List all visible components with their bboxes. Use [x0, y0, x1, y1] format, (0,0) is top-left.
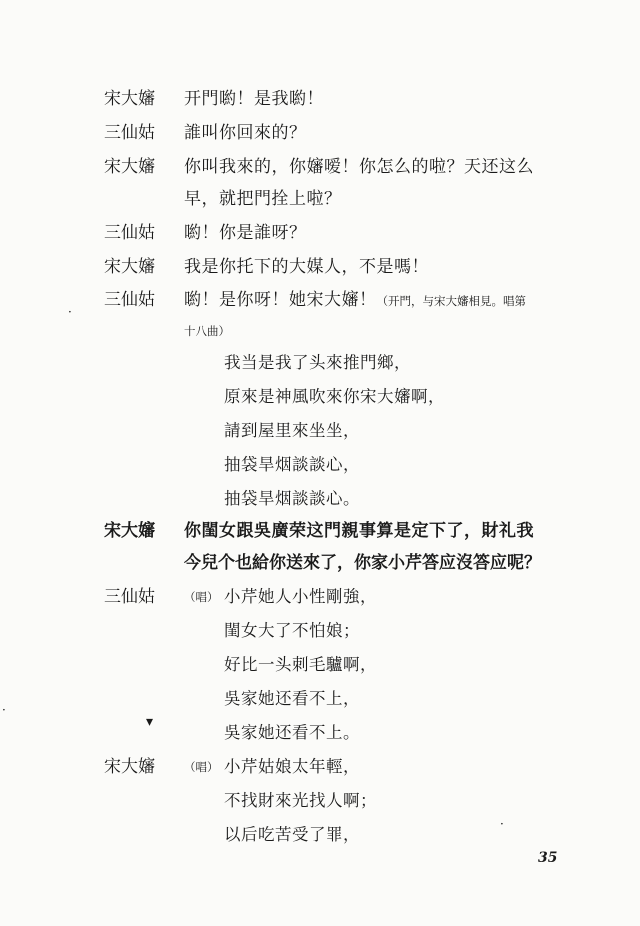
print-speck: · — [68, 305, 72, 319]
stage-direction: （唱） — [184, 760, 219, 774]
speaker-label: 三仙姑 — [104, 290, 155, 310]
stage-direction: （唱） — [184, 590, 219, 604]
dialogue-line: 早，就把門拴上啦？ — [184, 189, 342, 209]
verse-line: 好比一头刺毛驢啊， — [224, 655, 377, 674]
print-speck: ▾ — [146, 714, 154, 730]
speaker-label: 宋大嬸 — [104, 157, 155, 177]
verse-line: 抽袋旱烟談談心。 — [224, 489, 360, 508]
dialogue-line: 你叫我來的，你嬸嗳！你怎么的啦？天还这么 — [184, 157, 534, 177]
stage-direction: 十八曲） — [184, 324, 230, 338]
speaker-label: 宋大嬸 — [104, 757, 155, 777]
verse-line: 小芹她人小性剛強， — [224, 587, 377, 606]
speaker-label: 三仙姑 — [104, 223, 155, 243]
speaker-label: 宋大嬸 — [104, 521, 155, 541]
speaker-label: 三仙姑 — [104, 587, 155, 607]
dialogue-line: 今兒个也給你送來了，你家小芹答应沒答应呢？ — [184, 553, 541, 573]
dialogue-line: 开門喲！是我喲！ — [184, 89, 324, 109]
stage-direction: （开門，与宋大嬸相見。唱第 — [376, 294, 526, 308]
speaker-label: 三仙姑 — [104, 123, 155, 143]
dialogue-line — [184, 289, 526, 312]
print-speck: · — [500, 817, 504, 831]
verse-line: 原來是神風吹來你宋大嬸啊， — [224, 387, 445, 406]
dialogue-text: 喲！是你呀！她宋大嬸！ — [184, 290, 377, 310]
speaker-label: 宋大嬸 — [104, 257, 155, 277]
verse-line: 抽袋旱烟談談心， — [224, 455, 360, 474]
verse-line: 小芹姑娘太年輕， — [224, 757, 360, 776]
print-speck: · — [2, 703, 6, 717]
verse-line: 閨女大了不怕娘； — [224, 621, 360, 640]
verse-line: 不找財來光找人啊； — [224, 791, 377, 810]
speaker-label: 宋大嬸 — [104, 89, 155, 109]
dialogue-line: 誰叫你回來的？ — [184, 123, 307, 143]
verse-line: 我当是我了头來推門鄉， — [224, 353, 411, 372]
verse-line: 吳家她还看不上， — [224, 689, 360, 708]
dialogue-line: 我是你托下的大媒人，不是嗎！ — [184, 257, 429, 277]
page-number: 35 — [538, 850, 558, 866]
verse-line: 以后吃苦受了罪， — [224, 825, 360, 844]
verse-line: 吳家她还看不上。 — [224, 723, 360, 742]
verse-line: 請到屋里來坐坐， — [224, 421, 360, 440]
dialogue-line: 你閨女跟吳廣荣这門親事算是定下了，財礼我 — [184, 521, 534, 541]
dialogue-line: 喲！你是誰呀？ — [184, 223, 307, 243]
